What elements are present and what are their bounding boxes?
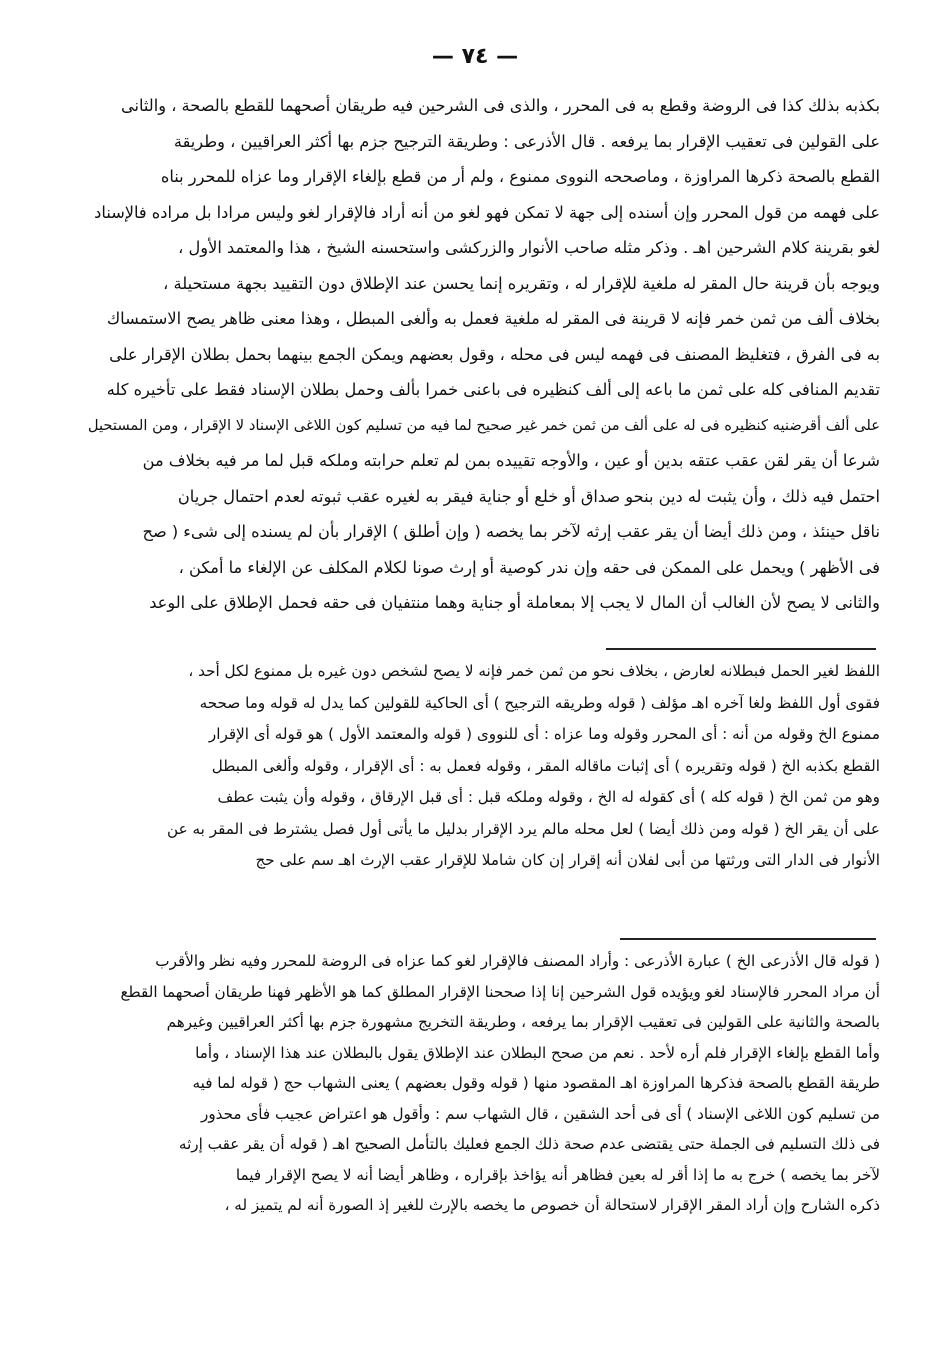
main-text-line: بكذبه بذلك كذا فى الروضة وقطع به فى المحرر ، والذى فى الشرحين فيه طريقان أصحهما للقطع بالصحة ، والثانى	[120, 96, 880, 115]
main-text-line: به فى الفرق ، فتغليظ المصنف فى فهمه ليس فى محله ، وقول بعضهم ويمكن الجمع بينهما بحمل بطلان الإقرار على	[109, 344, 880, 364]
main-text-line: بخلاف ألف من ثمن خمر فإنه لا قرينة فى المقر له ملغية فعمل به وألغى المبطل ، وهذا معنى ظاهر يصح الاستمساك	[106, 309, 880, 328]
margin-note-line: ( قوله قال الأذرعى الخ ) عبارة الأذرعى : وأراد المصنف فالإقرار لغو كما عزاه فى الروضة للمحرر وفيه نظر والأقرب	[155, 952, 880, 970]
margin-note-line: لآخر بما يخصه ) خرج به ما إذا أقر له بعين فظاهر أنه يؤاخذ بإقراره ، وظاهر أيضا أنه لا يصح الإقرار فيما	[235, 1165, 880, 1184]
main-text-line: شرعا أن يقر لقن عقب عتقه بدين أو عين ، والأوجه تقييده بمن لم تعلم حرابته وملكه قبل لما مر فيه بخلاف من	[142, 451, 880, 470]
margin-note-line: أن مراد المحرر فالإسناد لغو ويؤيده قول الشرحين إنا إذا صححنا الإقرار المطلق كما هو الأظهر فهنا طريقان أصحهما القطع	[120, 982, 880, 1001]
main-text-line: فى الأظهر ) ويحمل على الممكن فى حقه وإن ندر كوصية أو إرث صونا لكلام المكلف عن الإلغاء ما أمكن ،	[178, 557, 880, 577]
main-text-line: احتمل فيه ذلك ، وأن يثبت له دين بنحو صداق أو خلع أو جناية فيقر به لغيره عقب ثبوته لعدم احتمال جريان	[177, 486, 880, 506]
margin-note-line: الأنوار فى الدار التى ورثتها من أبى لفلان أنه إقرار إن كان شاملا للإقرار عقب الإرث اهـ سم على حج	[255, 851, 880, 869]
margin-notes-second	[78, 946, 880, 1221]
margin-note-line: من تسليم كون اللاغى الإسناد ) أى فى أحد الشقين ، قال الشهاب سم : وأقول هو اعتراض عجيب فأى محذور	[200, 1104, 880, 1123]
main-text-line: على ألف أقرضنيه كنظيره فى له على ألف من ثمن خمر غير صحيح لما فيه من تسليم كون اللاغى الإسناد لا الإقرار ، ومن المستحيل	[87, 416, 880, 434]
main-text-line: القطع بالصحة ذكرها المراوزة ، وماصححه النووى ممنوع ، ولم أر من قطع بإلغاء الإقرار وما عزاه للمحرر بناه	[160, 167, 880, 186]
margin-notes-first	[78, 656, 880, 877]
margin-note-line: فقوى أول اللفظ ولغا آخره اهـ مؤلف ( قوله وطريقه الترجيح ) أى الحاكية للقولين كما يدل له قوله وما صححه	[199, 693, 880, 712]
margin-note-line: فى ذلك التسليم فى الجملة حتى يقتضى عدم صحة ذلك الجمع فعليك بالتأمل الصحيح اهـ ( قوله أن يقر عقب إرثه	[178, 1135, 880, 1153]
margin-note-line: وهو من ثمن الخ ( قوله كله ) أى كقوله له الخ ، وقوله وملكه قبل : أى قبل الإرقاق ، وقوله وأن يثبت عطف	[217, 788, 880, 806]
main-text-line: على القولين فى تعقيب الإقرار بما يرفعه . قال الأذرعى : وطريقة الترجيح جزم بها أكثر العراقيين ، وطريقة	[173, 131, 880, 151]
page-number: — ٧٤ —	[431, 44, 519, 69]
main-text	[76, 88, 880, 621]
margin-note-line: بالصحة والثانية على القولين فى تعقيب الإقرار بما يرفعه ، وطريقة التخريج مشهورة جزم بها أكثر العراقيين وغيرهم	[166, 1013, 880, 1031]
section-divider	[606, 648, 876, 650]
margin-note-line: القطع بكذبه الخ ( قوله وتقريره ) أى إثبات ماقاله المقر ، وقوله فعمل به : أى الإقرار ، وقوله وألغى المبطل	[211, 756, 880, 775]
main-text-line: على فهمه من قول المحرر وإن أسنده إلى جهة لا تمكن فهو لغو من أنه أراد فالإقرار لغو وليس مرادا بل مراده فالإسناد	[94, 202, 880, 222]
margin-note-line: اللفظ لغير الحمل فبطلانه لعارض ، بخلاف نحو من ثمن خمر فإنه لا يصح لشخص دون غيره بل ممنوع لكل أحد ،	[188, 662, 880, 680]
margin-note-line: وأما القطع بإلغاء الإقرار فلم أره لأحد . نعم من صحح البطلان عند الإطلاق يقول بالبطلان عند هذا الإسناد ، وأما	[195, 1043, 880, 1062]
section-divider	[620, 938, 876, 940]
margin-note-line: ذكره الشارح وإن أراد المقر الإقرار لاستحالة أن خصوص ما يخصه بالإرث للغير إذ الصورة أنه لم يتميز له ،	[224, 1196, 880, 1214]
main-text-line: لغو بقرينة كلام الشرحين اهـ . وذكر مثله صاحب الأنوار والزركشى واستحسنه الشيخ ، هذا والمعتمد الأول ،	[178, 238, 880, 257]
margin-note-line: طريقة القطع بالصحة فذكرها المراوزة اهـ المقصود منها ( قوله وقول بعضهم ) يعنى الشهاب حج ( قوله لما فيه	[192, 1074, 880, 1092]
main-text-line: ناقل حينئذ ، ومن ذلك أيضا أن يقر عقب إرثه لآخر بما يخصه ( وإن أطلق ) الإقرار بأن لم يسنده إلى شىء ( صح	[142, 522, 880, 541]
margin-note-line: على أن يقر الخ ( قوله ومن ذلك أيضا ) لعل محله مالم يرد الإقرار بدليل ما يأتى أول فصل يشترط فى المقر به عن	[167, 819, 880, 838]
main-text-line: ويوجه بأن قرينة حال المقر له ملغية للإقرار له ، وتقريره إنما يحسن عند الإطلاق دون التقييد بجهة مستحيلة ،	[163, 273, 880, 293]
main-text-line: تقديم المنافى كله على ثمن ما باعه إلى ألف كنظيره فى باعنى خمرا بألف وحمل بطلان الإسناد فقط على تأخيره كله	[106, 380, 880, 399]
main-text-line: والثانى لا يصح لأن الغالب أن المال لا يجب إلا بمعاملة أو جناية وهما منتفيان فى حقه فحمل الإطلاق على الوعد	[149, 593, 880, 612]
margin-note-line: ممنوع الخ وقوله من أنه : أى المحرر وقوله وما عزاه : أى للنووى ( قوله والمعتمد الأول ) هو قوله أى الإقرار	[208, 725, 880, 743]
